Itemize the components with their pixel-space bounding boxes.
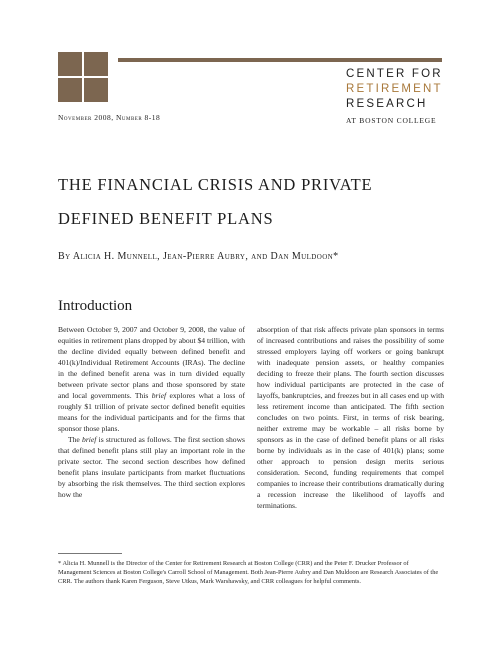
header-rule — [118, 58, 442, 62]
logo-block — [84, 52, 108, 76]
title-line-1: THE FINANCIAL CRISIS AND PRIVATE — [58, 175, 373, 194]
emphasis: brief — [151, 391, 167, 400]
issue-date: November 2008, Number 8-18 — [58, 113, 161, 122]
footnote: * Alicia H. Munnell is the Director of the Center for Retirement Research at Boston College (CRR) and the Peter F. Drucker Professor of Management Sciences at Boston College's Carroll School of Management. Both Jean-Pierre Aubry and Dan Muldoon are Research Associates of the CRR. The authors thank Karen Ferguson, Steve Utkus, Mark Warshawsky, and CRR colleagues for helpful comments. — [58, 560, 439, 586]
brand-logo — [346, 67, 456, 128]
brand-line-1: CENTER FOR — [346, 68, 443, 80]
brand-line-3: RESEARCH — [346, 98, 428, 110]
title-line-2: DEFINED BENEFIT PLANS — [58, 209, 274, 228]
paragraph: absorption of that risk affects private plan sponsors in terms of increased contributions and raises the possibility of some stressed employers laying off workers or going bankrupt with inadequate pension assets, or healthy companies deciding to freeze their plans. The fourth section discusses how individual participants are protected in the case of layoffs, bankruptcies, and freezes but in all cases end up with less retirement income than anticipated. The fifth section concludes on two points. First, in terms of risk bearing, neither extreme may be workable – all risks borne by sponsors as in the case of defined benefit plans or all risks borne by individuals as in the case of 401(k) plans; some other approach to pension design merits serious consideration. Second, funding requirements that compel companies to increase their contributions dramatically during a recession increase the likelihood of layoffs and terminations. — [257, 325, 444, 510]
emphasis: brief — [82, 435, 97, 444]
logo-block — [58, 78, 82, 102]
text-run: Between October 9, 2007 and October 9, 2008, the value of equities in retirement plans dropped by about $4 trillion, with the decline divided equally between defined benefit and 401(k)/Individual Retirement Accounts (IRAs). The decline in the defined benefit arena was in turn divided equally between private sector plans and those sponsored by state and local governments. This — [58, 325, 245, 400]
body-column-left — [58, 324, 245, 500]
paragraph — [58, 324, 245, 434]
author-line: By Alicia H. Munnell, Jean-Pierre Aubry, and Dan Muldoon* — [58, 251, 339, 262]
brand-subtitle: AT BOSTON COLLEGE — [346, 116, 437, 125]
text-run: explores what a loss of roughly $1 trillion of private sector defined benefit equities means for the individual participants and for the firms that sponsor those plans. — [58, 391, 246, 433]
page-title — [58, 168, 448, 236]
text-run: The — [68, 435, 80, 444]
brand-line-2: RETIREMENT — [346, 83, 443, 95]
text-run: is structured as follows. The first section shows that defined benefit plans still play an important role in the private sector. The second section describes how defined benefit plans insulate participants from market fluctuations by absorbing the risk themselves. The third section explores how the — [58, 435, 246, 499]
footnote-divider — [58, 553, 122, 554]
paragraph — [58, 434, 245, 500]
logo-block — [84, 78, 108, 102]
section-heading: Introduction — [58, 298, 133, 314]
logo-block — [58, 52, 82, 76]
body-column-right — [257, 324, 444, 511]
